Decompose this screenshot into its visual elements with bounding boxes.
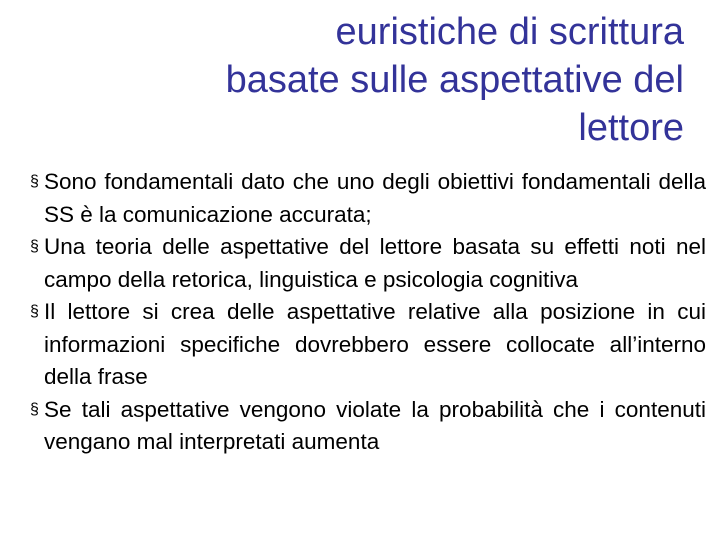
title-line-1: euristiche di scrittura	[335, 11, 684, 53]
bullet-item	[30, 166, 706, 231]
bullet-icon	[30, 166, 39, 199]
bullet-text: Se tali aspettative vengono violate la probabilità che i contenuti vengano mal interpretati aumenta	[44, 396, 706, 454]
bullet-item	[30, 394, 706, 459]
bullet-item	[30, 296, 706, 394]
bullet-text: Sono fondamentali dato che uno degli obiettivi fondamentali della SS è la comunicazione accurata;	[44, 169, 706, 227]
slide-title	[64, 8, 684, 152]
bullet-icon	[30, 231, 39, 264]
bullet-icon	[30, 394, 39, 427]
bullet-icon	[30, 296, 39, 329]
title-line-2: basate sulle aspettative del	[225, 59, 684, 101]
bullet-text: Il lettore si crea delle aspettative relative alla posizione in cui informazioni specifiche dovrebbero essere collocate all’interno della frase	[44, 299, 706, 389]
bullet-text: Una teoria delle aspettative del lettore basata su effetti noti nel campo della retorica, linguistica e psicologia cognitiva	[44, 234, 706, 292]
title-line-3: lettore	[578, 107, 684, 149]
bullet-list	[30, 166, 706, 459]
bullet-item	[30, 231, 706, 296]
